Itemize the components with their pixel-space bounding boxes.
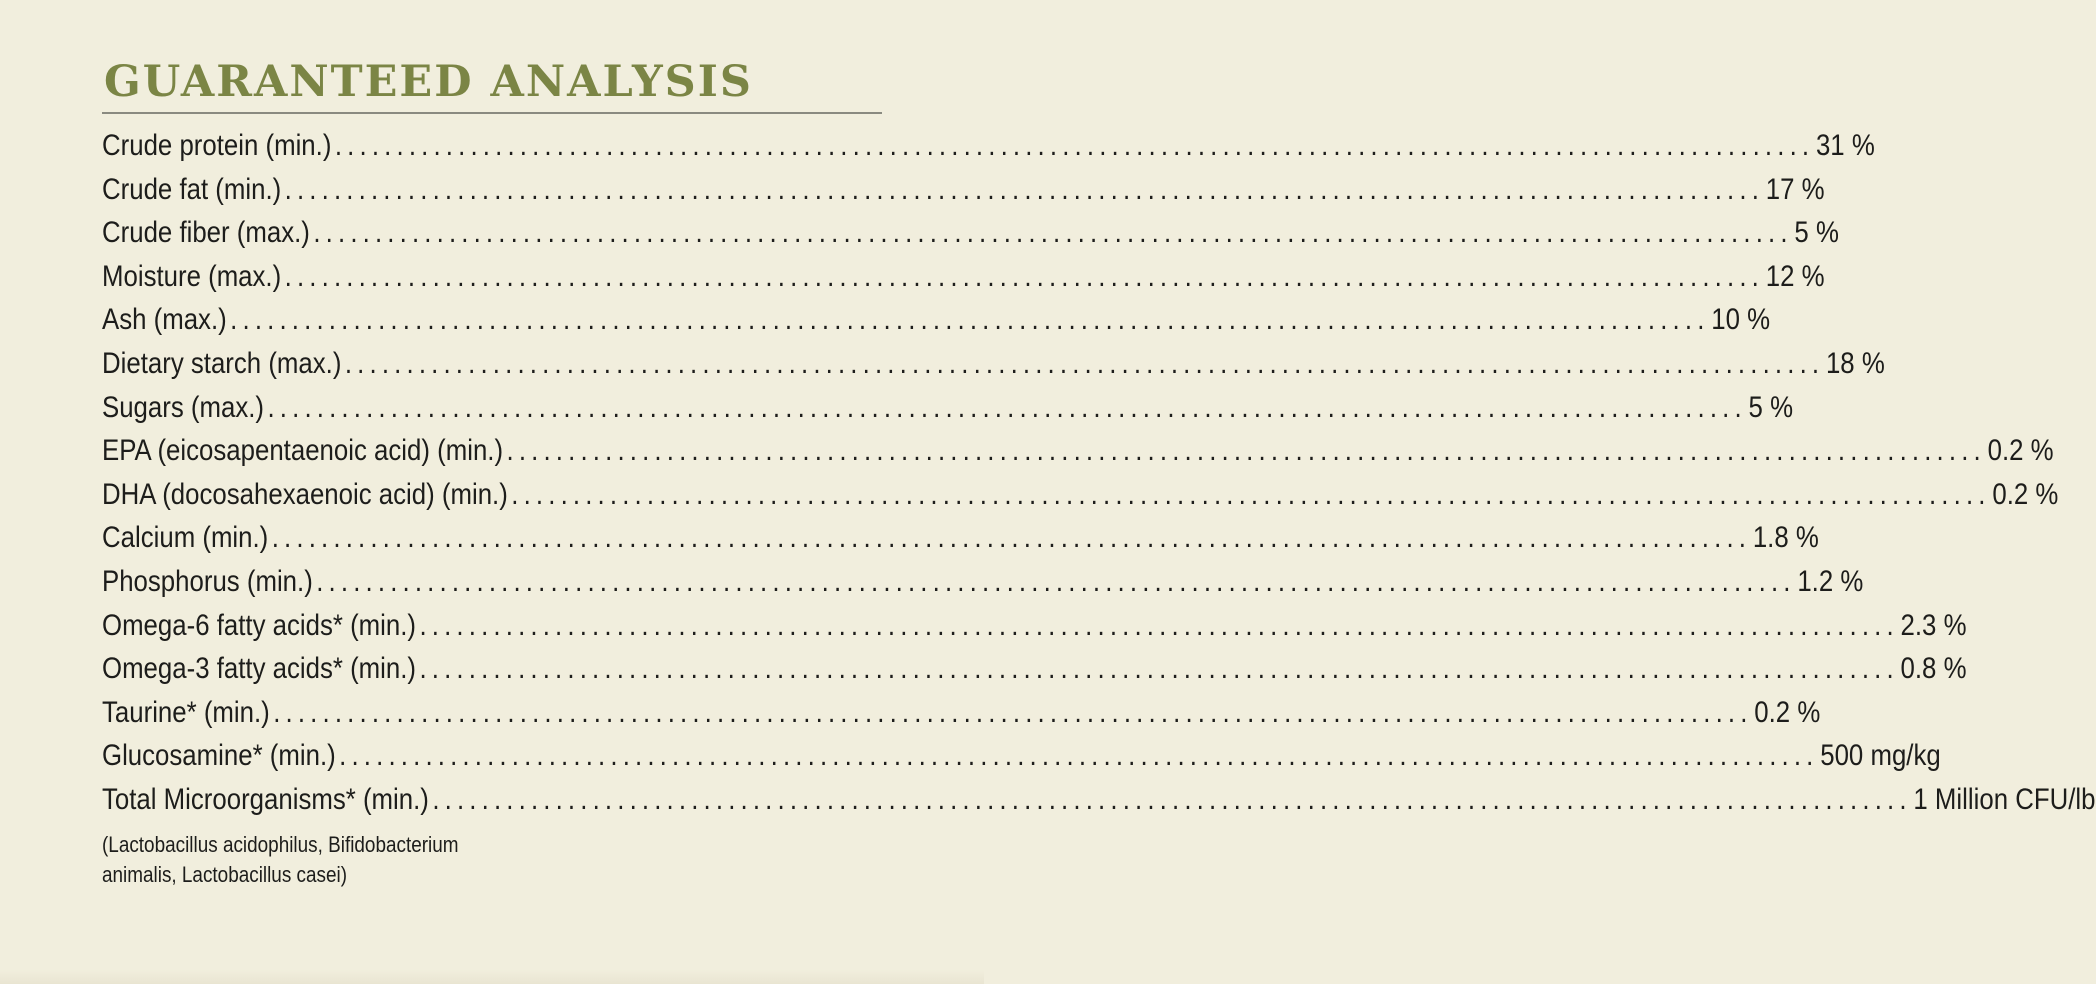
row-value: 1 Million CFU/lb xyxy=(1913,782,2096,816)
row-label: Crude protein (min.) xyxy=(102,129,332,162)
row-label: Moisture (max.) xyxy=(102,259,282,293)
dot-leader: ........................................................................................................................ xyxy=(432,782,1912,816)
row-label: Sugars (max.) xyxy=(102,390,265,424)
row-value: 12 % xyxy=(1765,259,1825,293)
dot-leader: ........................................................................................................................ xyxy=(334,129,1815,162)
dot-leader: ........................................................................................................................ xyxy=(506,434,1986,468)
row-label: Dietary starch (max.) xyxy=(102,346,342,380)
analysis-row-epa xyxy=(102,429,2054,473)
row-value: 10 % xyxy=(1711,303,1771,337)
analysis-row-total-microorganisms xyxy=(102,778,2096,822)
row-label: Total Microorganisms* (min.) xyxy=(102,782,429,816)
row-label: Crude fat (min.) xyxy=(102,172,282,206)
row-label: DHA (docosahexaenoic acid) (min.) xyxy=(102,477,508,511)
row-value: 5 % xyxy=(1748,390,1794,424)
row-value: 1.8 % xyxy=(1752,521,1819,555)
row-value: 31 % xyxy=(1815,129,1875,162)
analysis-row-ash xyxy=(102,298,1771,342)
title-divider xyxy=(102,112,882,114)
analysis-row-crude-fiber xyxy=(102,211,1839,255)
dot-leader: ........................................................................................................................ xyxy=(339,739,1819,773)
dot-leader: ........................................................................................................................ xyxy=(267,390,1747,424)
bottom-edge-shade xyxy=(0,970,984,984)
analysis-row-omega-6 xyxy=(102,604,1967,648)
dot-leader: ........................................................................................................................ xyxy=(284,172,1765,206)
row-label: Phosphorus (min.) xyxy=(102,564,313,598)
row-value: 500 mg/kg xyxy=(1820,739,1941,773)
analysis-row-omega-3 xyxy=(102,647,1967,691)
row-value: 17 % xyxy=(1765,172,1825,206)
dot-leader: ........................................................................................................................ xyxy=(511,477,1991,511)
row-value: 1.2 % xyxy=(1797,564,1864,598)
row-label: Ash (max.) xyxy=(102,303,227,337)
analysis-row-glucosamine xyxy=(102,734,1941,778)
row-value: 0.8 % xyxy=(1900,652,1967,686)
analysis-row-calcium xyxy=(102,516,1819,560)
footnote-line: animalis, Lactobacillus casei) xyxy=(102,861,348,887)
analysis-row-dietary-starch xyxy=(102,342,1885,386)
row-label: Crude fiber (max.) xyxy=(102,216,310,250)
row-value: 0.2 % xyxy=(1987,434,2054,468)
row-value: 0.2 % xyxy=(1754,695,1821,729)
footnote-line: (Lactobacillus acidophilus, Bifidobacterium xyxy=(102,831,459,857)
dot-leader: ........................................................................................................................ xyxy=(344,346,1825,380)
analysis-row-phosphorus xyxy=(102,560,1864,604)
analysis-row-crude-protein xyxy=(102,124,1875,168)
analysis-row-dha xyxy=(102,473,2059,517)
analysis-row-moisture xyxy=(102,255,1825,299)
analysis-row-taurine xyxy=(102,691,1821,735)
row-value: 18 % xyxy=(1825,346,1885,380)
microorganisms-footnote xyxy=(102,830,566,890)
dot-leader: ........................................................................................................................ xyxy=(419,608,1899,642)
dot-leader: ........................................................................................................................ xyxy=(271,521,1752,555)
dot-leader: ........................................................................................................................ xyxy=(273,695,1753,729)
analysis-table xyxy=(102,124,2096,822)
row-value: 0.2 % xyxy=(1992,477,2059,511)
row-label: Omega-3 fatty acids* (min.) xyxy=(102,652,417,686)
row-label: Taurine* (min.) xyxy=(102,695,270,729)
guaranteed-analysis-panel xyxy=(102,52,2096,890)
row-label: Calcium (min.) xyxy=(102,521,269,555)
row-value: 2.3 % xyxy=(1900,608,1967,642)
row-value: 5 % xyxy=(1794,216,1839,250)
dot-leader: ........................................................................................................................ xyxy=(230,303,1710,337)
page-title: GUARANTEED ANALYSIS xyxy=(104,57,753,107)
analysis-row-sugars xyxy=(102,386,1794,430)
analysis-row-crude-fat xyxy=(102,168,1825,212)
row-label: Omega-6 fatty acids* (min.) xyxy=(102,608,417,642)
dot-leader: ........................................................................................................................ xyxy=(419,652,1899,686)
dot-leader: ........................................................................................................................ xyxy=(313,216,1793,250)
row-label: EPA (eicosapentaenoic acid) (min.) xyxy=(102,434,504,468)
dot-leader: ........................................................................................................................ xyxy=(316,564,1796,598)
dot-leader: ........................................................................................................................ xyxy=(284,259,1765,293)
row-label: Glucosamine* (min.) xyxy=(102,739,336,773)
